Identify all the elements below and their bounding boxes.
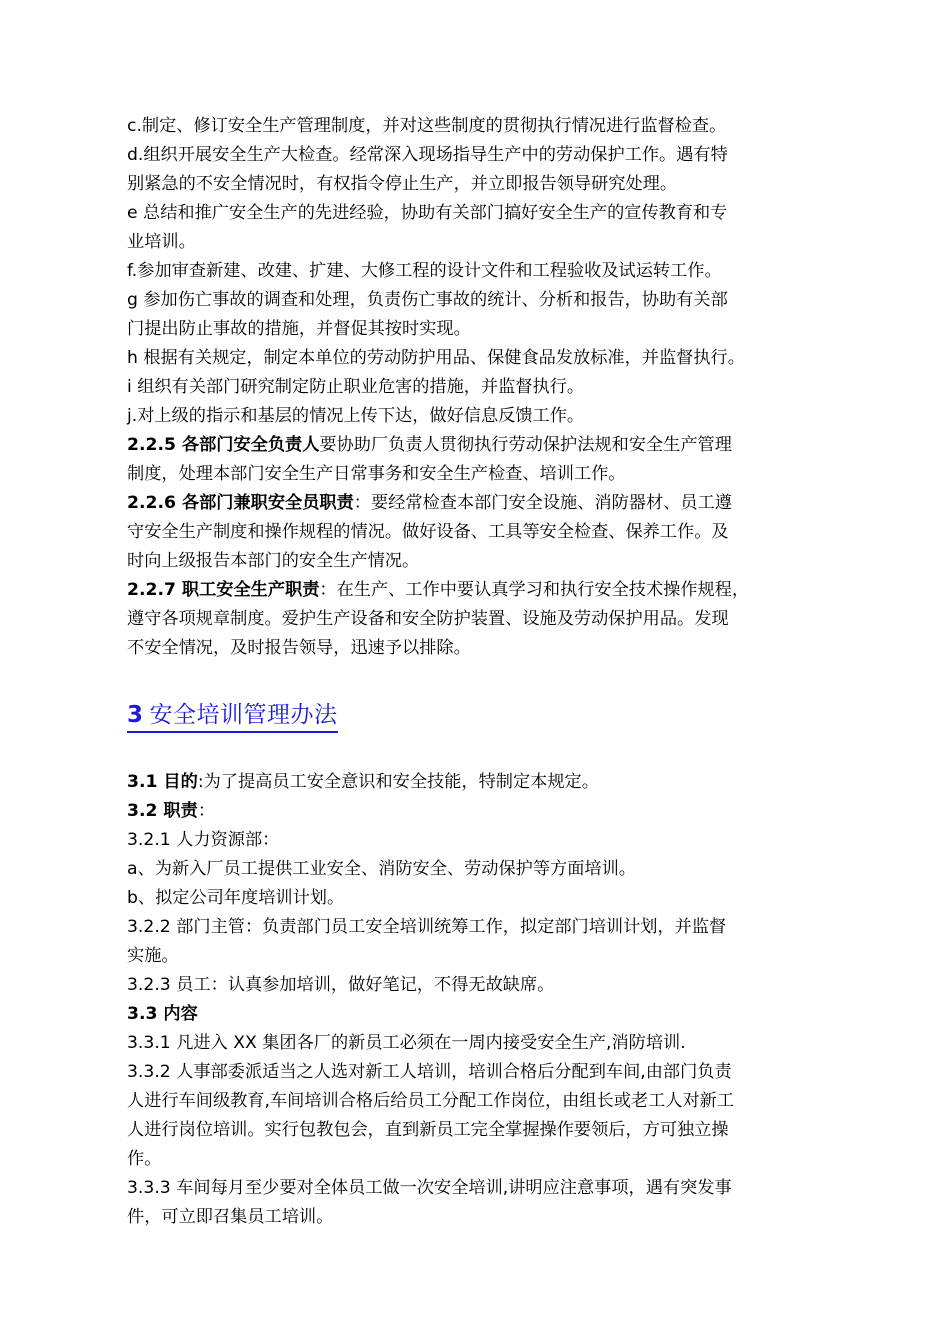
item-3-2-1-b: b、拟定公司年度培训计划。 [127,888,345,908]
item-2-2-6-heading: 2.2.6 各部门兼职安全员职责 [127,493,354,513]
item-3-2-2-line1: 3.2.2 部门主管：负责部门员工安全培训统筹工作，拟定部门培训计划，并监督 [127,917,727,937]
document-page [127,112,827,1232]
section-3-heading[interactable] [127,679,827,754]
item-d-line1: d.组织开展安全生产大检查。经常深入现场指导生产中的劳动保护工作。遇有特 [127,145,728,165]
item-3-3-2-line2: 人进行车间级教育,车间培训合格后给员工分配工作岗位，由组长或老工人对新工 [127,1091,735,1111]
item-3-2-3: 3.2.3 员工：认真参加培训，做好笔记，不得无故缺席。 [127,975,555,995]
section-3-heading-link[interactable] [127,700,338,733]
item-2-2-6-line2: 守安全生产制度和操作规程的情况。做好设备、工具等安全检查、保养工作。及 [127,522,729,542]
item-2-2-6-line1 [127,489,827,518]
item-3-3-2-line3: 人进行岗位培训。实行包教包会，直到新员工完全掌握操作要领后，方可独立操 [127,1120,729,1140]
item-3-1 [127,768,827,797]
item-2-2-6-line3: 时向上级报告本部门的安全生产情况。 [127,551,420,571]
item-2-2-7-line2: 遵守各项规章制度。爱护生产设备和安全防护装置、设施及劳动保护用品。发现 [127,609,729,629]
item-g-line2: 门提出防止事故的措施，并督促其按时实现。 [127,319,471,339]
item-3-2 [127,797,827,826]
section-3-number: 3 [127,702,144,728]
item-3-3-3-line2: 件，可立即召集员工培训。 [127,1207,334,1227]
item-3-1-heading: 3.1 目的 [127,772,198,792]
item-c: c.制定、修订安全生产管理制度，并对这些制度的贯彻执行情况进行监督检查。 [127,116,727,136]
item-2-2-7-heading: 2.2.7 职工安全生产职责 [127,580,320,600]
item-2-2-7-line1 [127,576,827,605]
item-3-3-1: 3.3.1 凡进入 XX 集团各厂的新员工必须在一周内接受安全生产,消防培训. [127,1033,686,1053]
item-2-2-7-line3: 不安全情况，及时报告领导，迅速予以排除。 [127,638,471,658]
item-d-line2: 别紧急的不安全情况时，有权指令停止生产，并立即报告领导研究处理。 [127,174,678,194]
item-e-line2: 业培训。 [127,232,196,252]
item-3-2-1-a: a、为新入厂员工提供工业安全、消防安全、劳动保护等方面培训。 [127,859,636,879]
item-2-2-5-heading: 2.2.5 各部门安全负责人 [127,435,320,455]
item-f: f.参加审查新建、改建、扩建、大修工程的设计文件和工程验收及试运转工作。 [127,261,722,281]
item-3-3-3-line1: 3.3.3 车间每月至少要对全体员工做一次安全培训,讲明应注意事项，遇有突发事 [127,1178,732,1198]
item-2-2-6-text: ：要经常检查本部门安全设施、消防器材、员工遵 [353,493,732,513]
item-j: j.对上级的指示和基层的情况上传下达，做好信息反馈工作。 [127,406,585,426]
item-2-2-5-line1 [127,431,827,460]
item-3-2-heading: 3.2 职责 [127,801,198,821]
section-3-title: 安全培训管理办法 [149,702,338,728]
item-2-2-5-line2: 制度，处理本部门安全生产日常事务和安全生产检查、培训工作。 [127,464,626,484]
item-3-3: 3.3 内容 [127,1004,198,1024]
item-i: i 组织有关部门研究制定防止职业危害的措施，并监督执行。 [127,377,585,397]
item-g-line1: g 参加伤亡事故的调查和处理，负责伤亡事故的统计、分析和报告，协助有关部 [127,290,728,310]
item-3-2-text: ： [197,801,216,821]
item-3-3-2-line4: 作。 [127,1149,162,1169]
item-3-2-2-line2: 实施。 [127,946,179,966]
item-3-1-text: :为了提高员工安全意识和安全技能，特制定本规定。 [197,772,599,792]
item-3-2-1: 3.2.1 人力资源部： [127,830,280,850]
item-h: h 根据有关规定，制定本单位的劳动防护用品、保健食品发放标准，并监督执行。 [127,348,745,368]
item-3-3-2-line1: 3.3.2 人事部委派适当之人选对新工人培训，培训合格后分配到车间,由部门负责 [127,1062,732,1082]
item-2-2-5-text: 要协助厂负责人贯彻执行劳动保护法规和安全生产管理 [319,435,732,455]
item-e-line1: e 总结和推广安全生产的先进经验，协助有关部门搞好安全生产的宣传教育和专 [127,203,728,223]
item-2-2-7-text: ：在生产、工作中要认真学习和执行安全技术操作规程， [319,580,750,600]
